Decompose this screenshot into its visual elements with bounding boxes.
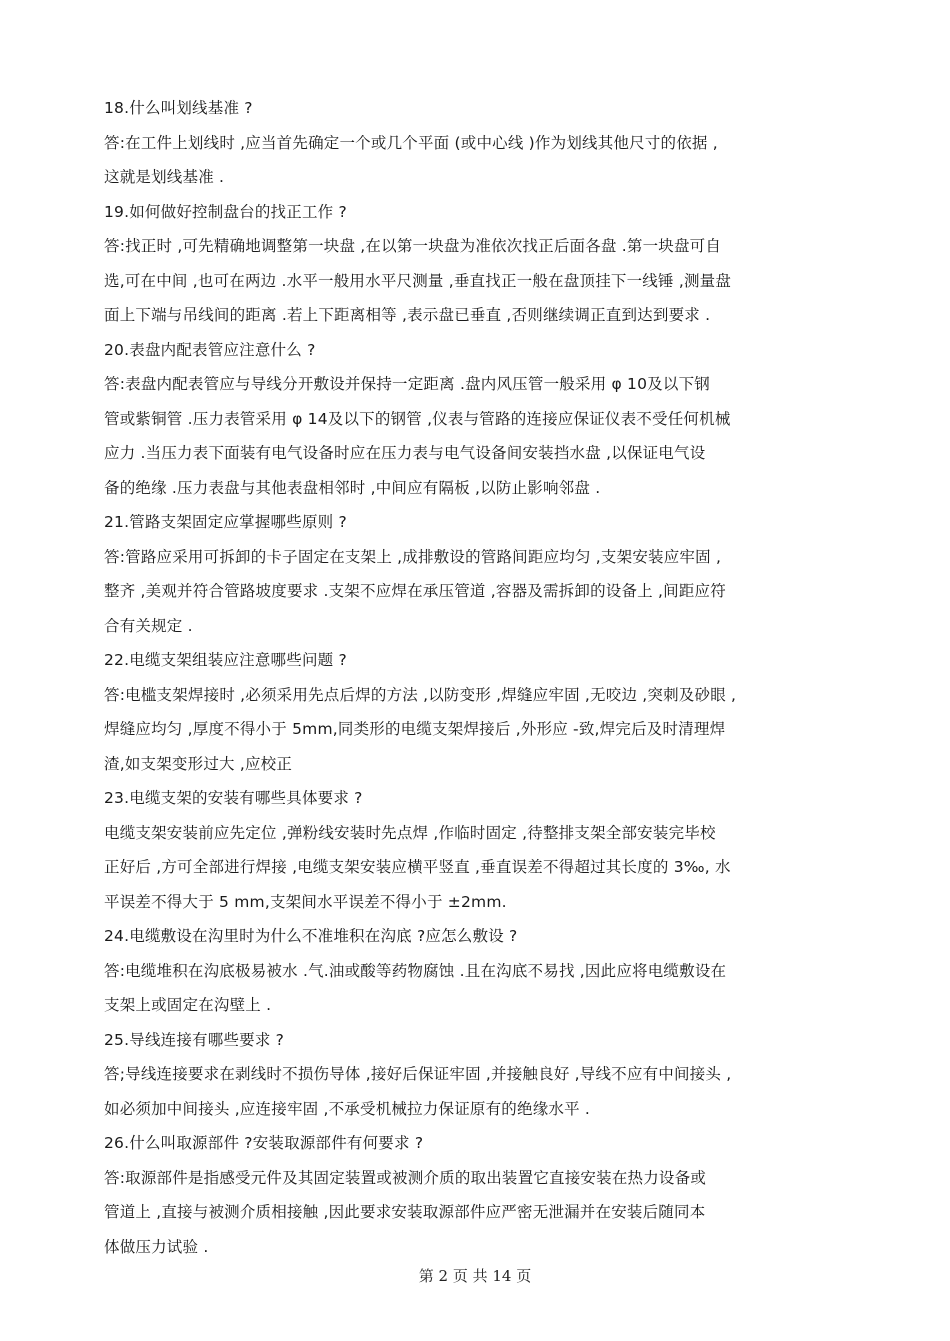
answer-line: 答:找正时 ,可先精确地调整第一块盘 ,在以第一块盘为准依次找正后面各盘 .第一块盘可自 xyxy=(104,237,722,255)
answer-line: 这就是划线基准 . xyxy=(104,168,225,186)
answer-line: 体做压力试验 . xyxy=(104,1237,209,1256)
question-text: 22.电缆支架组装应注意哪些问题 ? xyxy=(104,651,347,669)
answer-line: 选,可在中间 ,也可在两边 .水平一般用水平尺测量 ,垂直找正一般在盘顶挂下一线锤 ,测量盘 xyxy=(104,271,732,290)
question-text: 20.表盘内配表管应注意什么 ? xyxy=(104,340,316,359)
question-text: 24.电缆敷设在沟里时为什么不准堆积在沟底 ?应怎么敷设 ? xyxy=(104,927,518,945)
answer-line: 答:电槛支架焊接时 ,必须采用先点后焊的方法 ,以防变形 ,焊缝应牢固 ,无咬边 ,突刺及砂眼 , xyxy=(104,685,737,704)
answer-line: 答:取源部件是指感受元件及其固定装置或被测介质的取出装置它直接安装在热力设备或 xyxy=(104,1168,707,1187)
qa-item xyxy=(104,1023,850,1127)
qa-list xyxy=(104,91,850,1264)
answer-line: 答:管路应采用可拆卸的卡子固定在支架上 ,成排敷设的管路间距应均匀 ,支架安装应牢固 , xyxy=(104,547,722,566)
answer-line: 平误差不得大于 5 mm,支架间水平误差不得小于 ±2mm. xyxy=(104,892,507,911)
question-text: 21.管路支架固定应掌握哪些原则 ? xyxy=(104,513,347,531)
answer-line: 备的绝缘 .压力表盘与其他表盘相邻时 ,中间应有隔板 ,以防止影响邻盘 . xyxy=(104,478,601,497)
answer-line: 答:电缆堆积在沟底极易被水 .气.油或酸等药物腐蚀 .且在沟底不易找 ,因此应将电缆敷设在 xyxy=(104,961,727,980)
answer-line: 焊缝应均匀 ,厚度不得小于 5mm,同类形的电缆支架焊接后 ,外形应 -致,焊完后及时清理焊 xyxy=(104,720,726,738)
answer-line: 渣,如支架变形过大 ,应校正 xyxy=(104,754,293,773)
answer-line: 应力 .当压力表下面装有电气设备时应在压力表与电气设备间安装挡水盘 ,以保证电气设 xyxy=(104,444,706,462)
answer-line: 电缆支架安装前应先定位 ,弹粉线安装时先点焊 ,作临时固定 ,待整排支架全部安装完毕校 xyxy=(104,823,716,842)
page-footer: 第 2 页 共 14 页 xyxy=(418,1267,532,1285)
answer-line: 面上下端与吊线间的距离 .若上下距离相等 ,表示盘已垂直 ,否则继续调正直到达到要求 . xyxy=(104,306,711,324)
qa-item xyxy=(104,919,850,1023)
question-text: 26.什么叫取源部件 ?安装取源部件有何要求 ? xyxy=(104,1134,424,1152)
question-text: 23.电缆支架的安装有哪些具体要求 ? xyxy=(104,789,363,807)
answer-line: 整齐 ,美观并符合管路坡度要求 .支架不应焊在承压管道 ,容器及需拆卸的设备上 ,间距应符 xyxy=(104,582,726,600)
qa-item xyxy=(104,91,850,195)
qa-item xyxy=(104,781,850,919)
question-text: 19.如何做好控制盘台的找正工作 ? xyxy=(104,202,347,221)
answer-line: 答;导线连接要求在剥线时不损伤导体 ,接好后保证牢固 ,并接触良好 ,导线不应有中间接头 , xyxy=(104,1065,732,1083)
answer-line: 答:在工件上划线时 ,应当首先确定一个或几个平面 (或中心线 )作为划线其他尺寸的依据 , xyxy=(104,133,718,152)
qa-item xyxy=(104,643,850,781)
answer-line: 如必须加中间接头 ,应连接牢固 ,不承受机械拉力保证原有的绝缘水平 . xyxy=(104,1099,591,1118)
answer-line: 正好后 ,方可全部进行焊接 ,电缆支架安装应横平竖直 ,垂直误差不得超过其长度的 3‰, 水 xyxy=(104,858,731,876)
question-text: 25.导线连接有哪些要求 ? xyxy=(104,1030,285,1049)
question-text: 18.什么叫划线基准 ? xyxy=(104,99,253,117)
answer-line: 合有关规定 . xyxy=(104,616,193,635)
answer-line: 管或紫铜管 .压力表管采用 φ 14及以下的钢管 ,仪表与管路的连接应保证仪表不受任何机械 xyxy=(104,409,731,428)
qa-item xyxy=(104,333,850,506)
qa-item xyxy=(104,1126,850,1264)
answer-line: 支架上或固定在沟壁上 . xyxy=(104,996,272,1014)
qa-item xyxy=(104,505,850,643)
qa-item xyxy=(104,195,850,333)
answer-line: 管道上 ,直接与被测介质相接触 ,因此要求安装取源部件应严密无泄漏并在安装后随同本 xyxy=(104,1203,706,1221)
answer-line: 答:表盘内配表管应与导线分开敷设并保持一定距离 .盘内风压管一般采用 φ 10及以下钢 xyxy=(104,375,710,393)
